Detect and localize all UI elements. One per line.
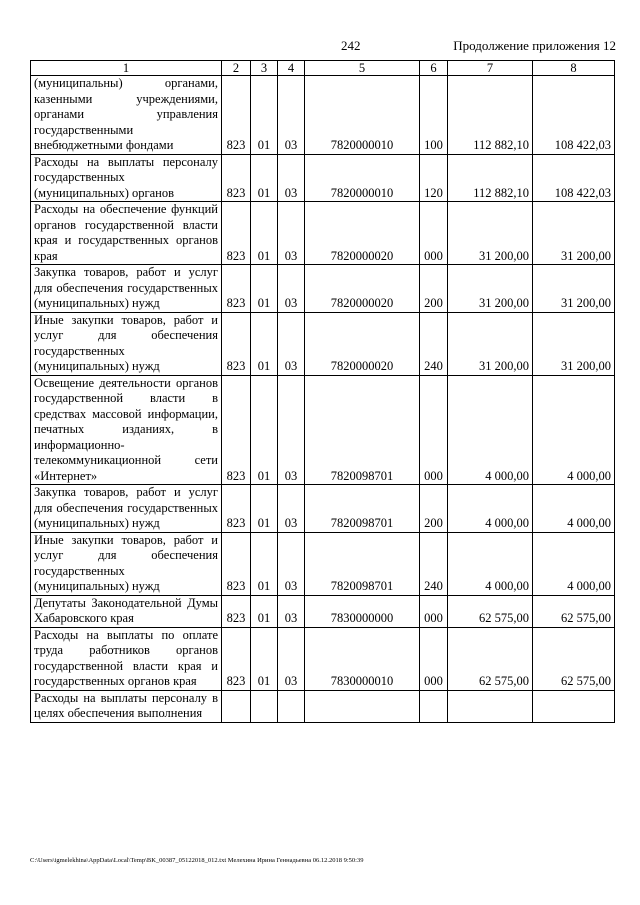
amount-year1-cell: 31 200,00	[448, 265, 533, 313]
table-row	[31, 485, 615, 533]
expense-name-cell: Расходы на выплаты по оплате труда работников органов государственной власти края и государственных органов края	[31, 627, 222, 690]
column-header: 7	[448, 61, 533, 76]
expense-type-cell: 000	[420, 627, 448, 690]
target-article-cell: 7820000020	[305, 265, 420, 313]
section-cell: 01	[251, 532, 278, 595]
table-row	[31, 154, 615, 202]
amount-year1-cell: 4 000,00	[448, 375, 533, 485]
amount-year2-cell: 31 200,00	[533, 265, 615, 313]
table-row	[31, 595, 615, 627]
target-article-cell	[305, 690, 420, 722]
amount-year2-cell	[533, 690, 615, 722]
target-article-cell: 7820098701	[305, 485, 420, 533]
table-row	[31, 312, 615, 375]
expense-name-cell: Депутаты Законодательной Думы Хабаровского края	[31, 595, 222, 627]
amount-year2-cell: 108 422,03	[533, 154, 615, 202]
expense-name-cell: Освещение деятельности органов государственной власти в средствах массовой информации, печатных изданиях, в информационно-телекоммуникационной сети «Интернет»	[31, 375, 222, 485]
expense-name-cell: Расходы на выплаты персоналу государственных (муниципальных) органов	[31, 154, 222, 202]
admin-code-cell: 823	[222, 532, 251, 595]
expense-type-cell: 120	[420, 154, 448, 202]
amount-year1-cell: 31 200,00	[448, 312, 533, 375]
amount-year2-cell: 4 000,00	[533, 485, 615, 533]
subsection-cell	[278, 690, 305, 722]
target-article-cell: 7820000010	[305, 154, 420, 202]
target-article-cell: 7830000000	[305, 595, 420, 627]
table-row	[31, 202, 615, 265]
admin-code-cell: 823	[222, 375, 251, 485]
amount-year1-cell: 31 200,00	[448, 202, 533, 265]
expense-name-cell: Закупка товаров, работ и услуг для обеспечения государственных (муниципальных) нужд	[31, 265, 222, 313]
amount-year1-cell: 112 882,10	[448, 76, 533, 155]
subsection-cell: 03	[278, 312, 305, 375]
target-article-cell: 7820098701	[305, 532, 420, 595]
subsection-cell: 03	[278, 532, 305, 595]
admin-code-cell: 823	[222, 265, 251, 313]
table-row	[31, 76, 615, 155]
amount-year2-cell: 62 575,00	[533, 595, 615, 627]
subsection-cell: 03	[278, 76, 305, 155]
column-header: 8	[533, 61, 615, 76]
appendix-note: Продолжение приложения 12	[453, 38, 616, 53]
table-row	[31, 532, 615, 595]
expense-name-cell: Иные закупки товаров, работ и услуг для обеспечения государственных (муниципальных) нужд	[31, 312, 222, 375]
column-header: 3	[251, 61, 278, 76]
admin-code-cell: 823	[222, 595, 251, 627]
admin-code-cell: 823	[222, 154, 251, 202]
section-cell: 01	[251, 154, 278, 202]
budget-table	[30, 60, 615, 723]
subsection-cell: 03	[278, 485, 305, 533]
expense-type-cell	[420, 690, 448, 722]
subsection-cell: 03	[278, 202, 305, 265]
section-cell: 01	[251, 265, 278, 313]
expense-name-cell: Закупка товаров, работ и услуг для обеспечения государственных (муниципальных) нужд	[31, 485, 222, 533]
amount-year2-cell: 31 200,00	[533, 312, 615, 375]
expense-type-cell: 200	[420, 265, 448, 313]
expense-type-cell: 100	[420, 76, 448, 155]
column-header: 6	[420, 61, 448, 76]
subsection-cell: 03	[278, 154, 305, 202]
expense-type-cell: 000	[420, 375, 448, 485]
section-cell: 01	[251, 312, 278, 375]
amount-year2-cell: 4 000,00	[533, 375, 615, 485]
expense-type-cell: 200	[420, 485, 448, 533]
section-cell: 01	[251, 76, 278, 155]
subsection-cell: 03	[278, 627, 305, 690]
target-article-cell: 7820098701	[305, 375, 420, 485]
amount-year1-cell: 112 882,10	[448, 154, 533, 202]
expense-name-cell: Иные закупки товаров, работ и услуг для обеспечения государственных (муниципальных) нужд	[31, 532, 222, 595]
amount-year2-cell: 108 422,03	[533, 76, 615, 155]
expense-name-cell: Расходы на выплаты персоналу в целях обеспечения выполнения	[31, 690, 222, 722]
target-article-cell: 7820000020	[305, 202, 420, 265]
amount-year1-cell: 4 000,00	[448, 532, 533, 595]
amount-year1-cell: 62 575,00	[448, 595, 533, 627]
admin-code-cell: 823	[222, 312, 251, 375]
amount-year1-cell: 4 000,00	[448, 485, 533, 533]
subsection-cell: 03	[278, 595, 305, 627]
expense-type-cell: 000	[420, 595, 448, 627]
page-number: 242	[341, 38, 361, 53]
amount-year2-cell: 31 200,00	[533, 202, 615, 265]
amount-year1-cell: 62 575,00	[448, 627, 533, 690]
section-cell: 01	[251, 595, 278, 627]
footer-file-path: C:\Users\igmelekhina\AppData\Local\Temp\BK_00387_05122018_012.txt Мелехина Ирина Геннадьевна 06.12.2018 9:50:39	[30, 857, 364, 864]
column-header: 5	[305, 61, 420, 76]
amount-year2-cell: 62 575,00	[533, 627, 615, 690]
table-row	[31, 265, 615, 313]
column-header: 2	[222, 61, 251, 76]
header-row	[31, 61, 615, 76]
expense-type-cell: 240	[420, 312, 448, 375]
column-header: 4	[278, 61, 305, 76]
amount-year2-cell: 4 000,00	[533, 532, 615, 595]
admin-code-cell: 823	[222, 76, 251, 155]
table-row	[31, 627, 615, 690]
expense-name-cell: (муниципальны) органами, казенными учреждениями, органами управления государственными внебюджетными фондами	[31, 76, 222, 155]
target-article-cell: 7830000010	[305, 627, 420, 690]
table-row	[31, 375, 615, 485]
expense-type-cell: 240	[420, 532, 448, 595]
admin-code-cell: 823	[222, 627, 251, 690]
section-cell: 01	[251, 485, 278, 533]
subsection-cell: 03	[278, 265, 305, 313]
expense-type-cell: 000	[420, 202, 448, 265]
admin-code-cell: 823	[222, 202, 251, 265]
subsection-cell: 03	[278, 375, 305, 485]
admin-code-cell	[222, 690, 251, 722]
expense-name-cell: Расходы на обеспечение функций органов государственной власти края и государственных органов края	[31, 202, 222, 265]
section-cell: 01	[251, 375, 278, 485]
target-article-cell: 7820000010	[305, 76, 420, 155]
section-cell	[251, 690, 278, 722]
admin-code-cell: 823	[222, 485, 251, 533]
column-header: 1	[31, 61, 222, 76]
amount-year1-cell	[448, 690, 533, 722]
target-article-cell: 7820000020	[305, 312, 420, 375]
table-body	[31, 76, 615, 723]
table-row	[31, 690, 615, 722]
section-cell: 01	[251, 627, 278, 690]
section-cell: 01	[251, 202, 278, 265]
